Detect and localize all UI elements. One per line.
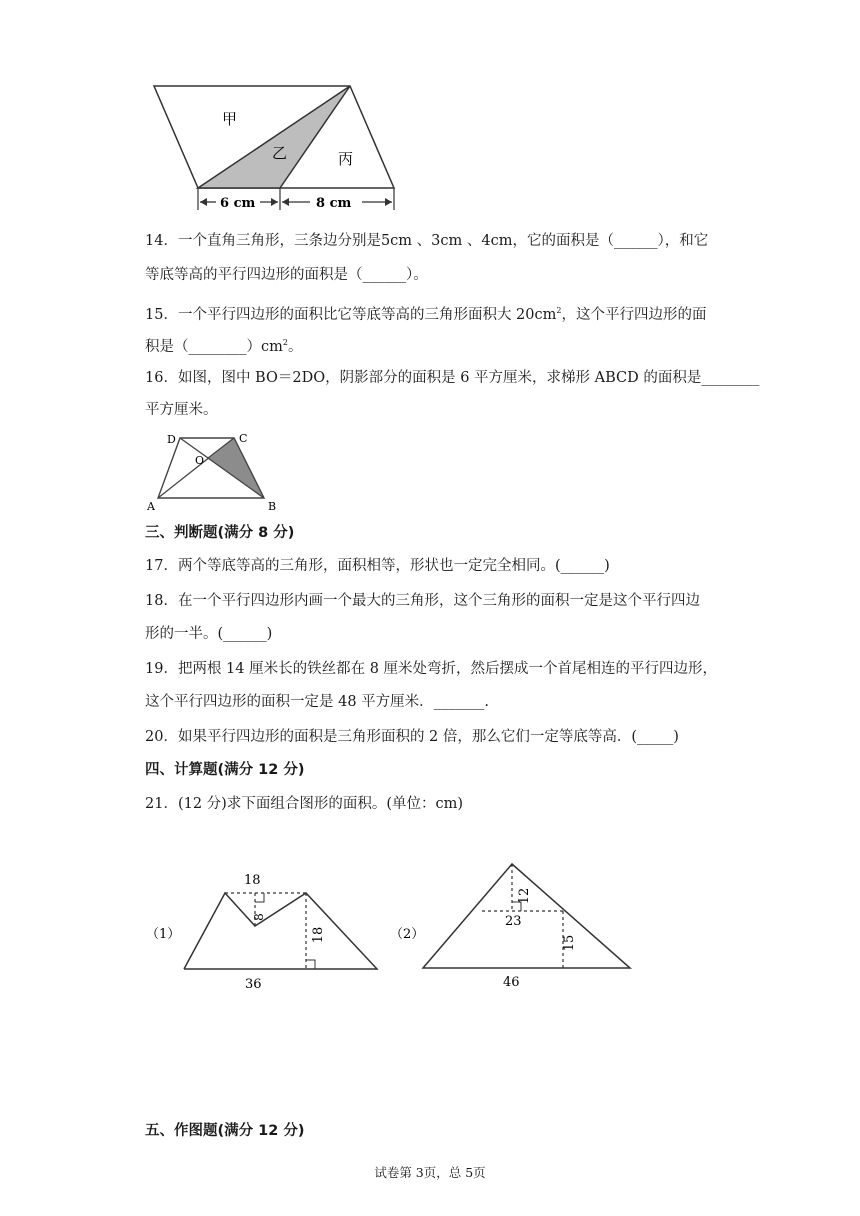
composite-figure-1 — [140, 860, 390, 995]
label-C: C — [239, 432, 248, 445]
fig1-height-label: 18 — [311, 926, 326, 944]
q15-text-c: 积是（________）cm — [145, 338, 283, 355]
q15-sup: 2 — [556, 306, 562, 315]
fig2-h2-label: 15 — [562, 934, 577, 952]
figure-2-label: （2） — [390, 927, 425, 942]
fig2-bottom-label: 46 — [503, 975, 520, 990]
q15-line1 — [145, 301, 706, 325]
parallelogram-figure — [140, 82, 410, 216]
q15-line2 — [145, 333, 302, 357]
section-4-title: 四、计算题(满分 12 分) — [145, 762, 305, 778]
fig1-top-label: 18 — [244, 873, 261, 888]
trapezoid-abcd-figure — [143, 428, 283, 514]
q19-line2: 这个平行四边形的面积一定是 48 平方厘米．_______. — [145, 694, 490, 710]
q16-line1: 16．如图，图中 BO＝2DO，阴影部分的面积是 6 平方厘米，求梯形 ABCD 的面积是________ — [145, 370, 760, 386]
composite-figure-2 — [385, 858, 640, 995]
section-5-title: 五、作图题(满分 12 分) — [145, 1123, 305, 1139]
label-A: A — [147, 500, 155, 513]
q15-text-d: 。 — [287, 338, 303, 355]
label-jia: 甲 — [222, 110, 238, 128]
q14-line2: 等底等高的平行四边形的面积是（______）。 — [145, 267, 428, 283]
q18-line2: 形的一半。(______) — [145, 626, 273, 642]
q16-line2: 平方厘米。 — [145, 402, 218, 418]
fig2-mid-label: 23 — [505, 914, 522, 929]
q15-text-a: 15．一个平行四边形的面积比它等底等高的三角形面积大 20cm — [145, 306, 557, 323]
q18-line1: 18．在一个平行四边形内画一个最大的三角形，这个三角形的面积一定是这个平行四边 — [145, 593, 700, 609]
shaded-triangle-boc — [208, 438, 264, 498]
q15-text-b: ，这个平行四边形的面 — [561, 306, 707, 323]
label-B: B — [268, 500, 277, 513]
figure-1-label: （1） — [146, 927, 181, 942]
label-O: O — [195, 454, 205, 467]
label-yi: 乙 — [272, 144, 288, 162]
shaded-triangle-yi — [198, 86, 350, 188]
section-3-title: 三、判断题(满分 8 分) — [145, 525, 295, 541]
length-8cm: 8 cm — [316, 196, 352, 211]
q15-sup2: 2 — [282, 338, 288, 347]
page-footer: 试卷第 3页，总 5页 — [374, 1165, 486, 1180]
label-D: D — [167, 433, 176, 446]
fig2-h1-label: 12 — [517, 887, 532, 905]
q19-line1: 19．把两根 14 厘米长的铁丝都在 8 厘米处弯折，然后摆成一个首尾相连的平行四边形， — [145, 661, 718, 677]
length-6cm: 6 cm — [220, 196, 256, 211]
q14-line1: 14．一个直角三角形，三条边分别是5cm 、3cm 、4cm，它的面积是（______），和它 — [145, 233, 709, 249]
q21: 21．(12 分)求下面组合图形的面积。(单位：cm) — [145, 796, 464, 812]
label-bing: 丙 — [338, 150, 354, 168]
q20: 20．如果平行四边形的面积是三角形面积的 2 倍，那么它们一定等底等高．(_____) — [145, 729, 679, 745]
fig1-inner-label: 8 — [252, 913, 266, 921]
fig1-bottom-label: 36 — [245, 977, 262, 992]
q17: 17．两个等底等高的三角形，面积相等，形状也一定完全相同。(______) — [145, 558, 610, 574]
